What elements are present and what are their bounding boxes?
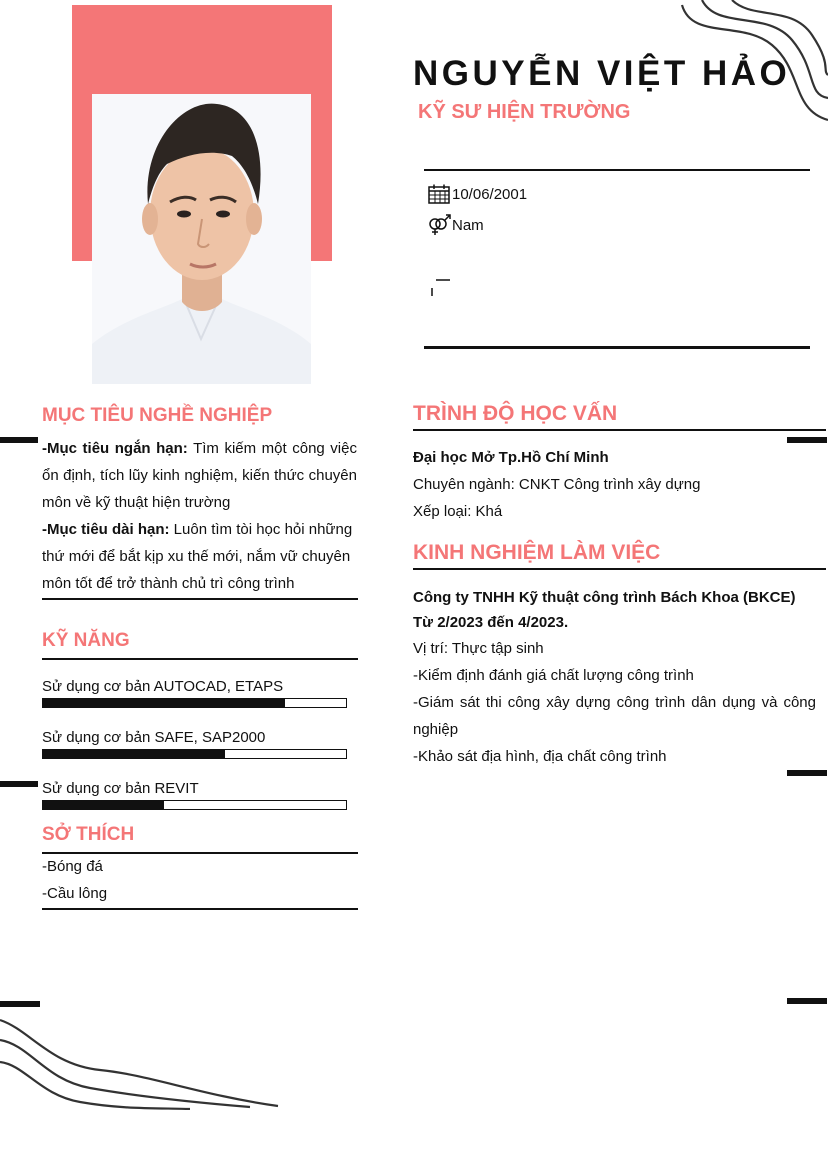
side-dash xyxy=(787,998,827,1004)
skill-fill xyxy=(43,801,164,809)
cropped-icon-fragment xyxy=(430,278,454,300)
objective-title: MỤC TIÊU NGHỀ NGHIỆP xyxy=(42,405,273,426)
experience-position: Vị trí: Thực tập sinh xyxy=(413,640,544,657)
experience-company: Công ty TNHH Kỹ thuật công trình Bách Khoa (BKCE) xyxy=(413,589,796,606)
objective-short-term xyxy=(42,435,357,516)
gender-value: Nam xyxy=(452,216,484,234)
experience-title: KINH NGHIỆM LÀM VIỆC xyxy=(413,541,661,564)
gender-row xyxy=(428,214,484,236)
divider xyxy=(42,658,358,660)
side-dash xyxy=(0,437,38,443)
experience-period: Từ 2/2023 đến 4/2023. xyxy=(413,614,569,631)
gender-icon xyxy=(428,214,452,236)
birthdate-row xyxy=(428,183,527,205)
skills-title: KỸ NĂNG xyxy=(42,630,130,651)
skill-bar xyxy=(42,749,347,759)
profile-photo xyxy=(92,94,311,384)
education-title: TRÌNH ĐỘ HỌC VẤN xyxy=(413,402,618,425)
decorative-waves-bottom-left xyxy=(0,1010,280,1110)
experience-duty: -Giám sát thi công xây dựng công trình dân dụng và công nghiệp xyxy=(413,694,816,738)
experience-duty: -Khảo sát địa hình, địa chất công trình xyxy=(413,748,667,765)
hobbies-title: SỞ THÍCH xyxy=(42,824,135,845)
side-dash xyxy=(787,770,827,776)
calendar-icon xyxy=(428,183,452,205)
side-dash xyxy=(0,781,38,787)
hobby-item: -Bóng đá xyxy=(42,858,103,875)
divider xyxy=(424,346,810,349)
birthdate-value: 10/06/2001 xyxy=(452,185,528,203)
objective-long-text: Luôn tìm tòi học hỏi những thứ mới để bắt kịp xu thế mới, nắm vữ chuyên môn tốt để trở thành chủ trì công trình xyxy=(42,521,353,592)
divider xyxy=(413,568,826,570)
education-rank: Xếp loại: Khá xyxy=(413,503,503,520)
hobby-item: -Cầu lông xyxy=(42,885,108,902)
side-dash xyxy=(787,437,827,443)
skill-bar xyxy=(42,698,347,708)
experience-duty: -Kiểm định đánh giá chất lượng công trình xyxy=(413,667,694,684)
candidate-name: NGUYỄN VIỆT HẢO xyxy=(413,54,791,93)
objective-long-term xyxy=(42,516,357,597)
objective-short-label: -Mục tiêu ngắn hạn: xyxy=(42,440,188,457)
divider xyxy=(42,908,358,910)
divider xyxy=(42,598,358,600)
skill-label: Sử dụng cơ bản REVIT xyxy=(42,780,199,797)
education-major: Chuyên ngành: CNKT Công trình xây dựng xyxy=(413,476,701,493)
job-title: KỸ SƯ HIỆN TRƯỜNG xyxy=(418,101,631,123)
side-dash xyxy=(0,1001,40,1007)
skill-label: Sử dụng cơ bản SAFE, SAP2000 xyxy=(42,729,266,746)
objective-short-text: Tìm kiếm một công việc ổn định, tích lũy kinh nghiệm, kiến thức chuyên môn về kỹ thuật hiện trường xyxy=(42,440,357,511)
divider xyxy=(413,429,826,431)
objective-long-label: -Mục tiêu dài hạn: xyxy=(42,521,170,538)
education-school: Đại học Mở Tp.Hồ Chí Minh xyxy=(413,449,609,466)
skill-fill xyxy=(43,699,285,707)
divider xyxy=(424,169,810,171)
skill-bar xyxy=(42,800,347,810)
skill-label: Sử dụng cơ bản AUTOCAD, ETAPS xyxy=(42,678,284,695)
skill-fill xyxy=(43,750,225,758)
